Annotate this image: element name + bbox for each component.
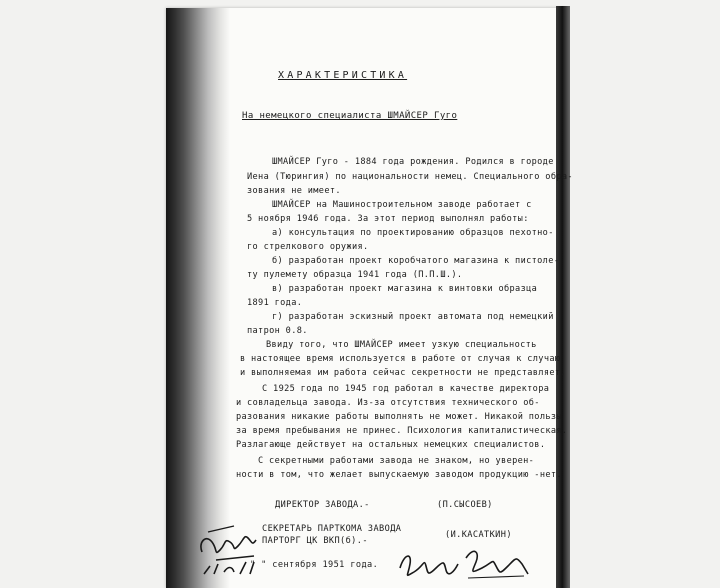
body-line: зования не имеет. [247,186,341,196]
body-line: и выполняемая им работа сейчас секретности не представляет. [240,368,566,378]
director-title: ДИРЕКТОР ЗАВОДА.- [275,500,370,510]
body-line: а) консультация по проектированию образцов пехотно- [272,228,554,238]
handwritten-signature [396,538,532,586]
body-line: б) разработан проект коробчатого магазина к пистоле- [272,256,560,266]
handwritten-initials-mark [194,512,264,586]
body-line: ту пулемету образца 1941 года (П.П.Ш.). [247,270,463,280]
body-line: за время пребывания не принес. Психология капиталистическая. [236,426,568,436]
body-line: и совладельца завода. Из-за отсутствия технического об- [236,398,540,408]
body-line: Ввиду того, что ШМАЙСЕР имеет узкую специальность [266,340,537,350]
secretary-name: (И.КАСАТКИН) [445,530,512,540]
body-line: С 1925 года по 1945 год работал в качестве директора [262,384,550,394]
body-line: 5 ноября 1946 года. За этот период выполнял работы: [247,214,529,224]
director-name: (П.СЫСОЕВ) [437,500,493,510]
body-line: в настоящее время используется в работе от случая к случаю [240,354,561,364]
body-line: ШМАЙСЕР на Машиностроительном заводе работает с [272,200,532,210]
document-date: " " сентября 1951 года. [250,560,379,570]
document-title: ХАРАКТЕРИСТИКА [278,70,408,81]
binding-shadow [166,8,230,588]
body-line: Иена (Тюрингия) по национальности немец. Специального обра- [247,172,573,182]
body-line: ности в том, что желает выпускаемую заводом продукцию -нет. [236,470,562,480]
body-line: г) разработан эскизный проект автомата под немецкий [272,312,554,322]
body-line: в) разработан проект магазина к винтовки образца [272,284,538,294]
body-line: патрон 0.8. [247,326,308,336]
body-line: Разлагающе действует на остальных немецких специалистов. [236,440,546,450]
page-edge-shadow [556,6,570,588]
body-line: ШМАЙСЕР Гуго - 1884 года рождения. Родился в городе [272,157,554,167]
body-line: разования никакие работы выполнять не может. Никакой пользы [236,412,562,422]
document-subtitle: На немецкого специалиста ШМАЙСЕР Гуго [242,111,458,121]
partorg-title: ПАРТОРГ ЦК ВКП(б).- [262,536,368,546]
body-line: го стрелкового оружия. [247,242,369,252]
body-line: С секретными работами завода не знаком, но уверен- [258,456,535,466]
secretary-title: СЕКРЕТАРЬ ПАРТКОМА ЗАВОДА [262,524,402,534]
body-line: 1891 года. [247,298,303,308]
